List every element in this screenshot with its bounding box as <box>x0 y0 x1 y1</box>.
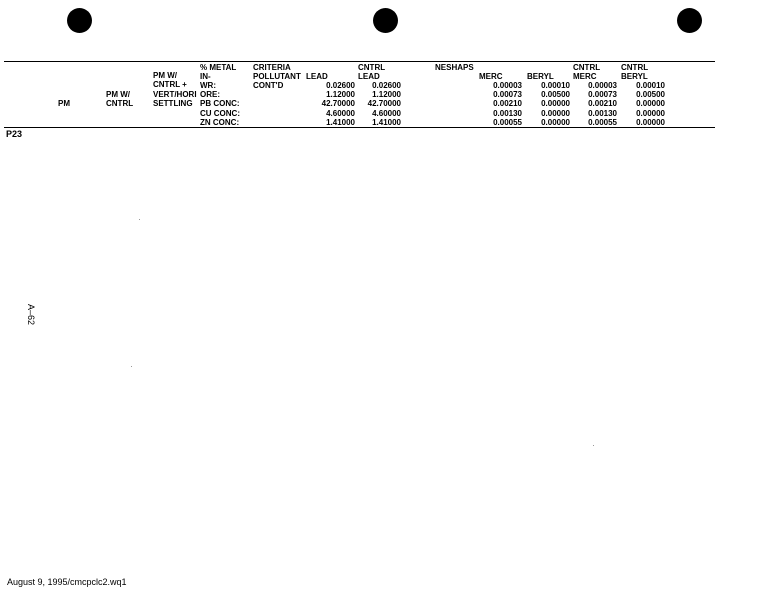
col-header-cntrl-merc-2: MERC <box>573 72 597 81</box>
cell-beryl: 0.00000 <box>541 99 570 108</box>
cell-cntrl-lead: 1.12000 <box>372 90 401 99</box>
label-cntrl-plus: CNTRL + <box>153 80 187 89</box>
col-header-merc: MERC <box>479 72 503 81</box>
scan-speck <box>131 366 132 367</box>
row-label-cu-conc: CU CONC: <box>200 109 240 118</box>
metal-header-2: IN- <box>200 72 211 81</box>
cell-cntrl-beryl: 0.00000 <box>636 109 665 118</box>
row-label-zn-conc: ZN CONC: <box>200 118 240 127</box>
col-header-cntrl-beryl-2: BERYL <box>621 72 648 81</box>
metal-header-3: WR: <box>200 81 216 90</box>
punch-hole-right <box>677 8 702 33</box>
cell-cntrl-merc: 0.00003 <box>588 81 617 90</box>
cell-beryl: 0.00500 <box>541 90 570 99</box>
cell-cntrl-lead: 0.02600 <box>372 81 401 90</box>
cell-beryl: 0.00000 <box>541 118 570 127</box>
cell-beryl: 0.00010 <box>541 81 570 90</box>
cell-cntrl-merc: 0.00073 <box>588 90 617 99</box>
cell-cntrl-lead: 4.60000 <box>372 109 401 118</box>
col-header-cntrl-lead-2: LEAD <box>358 72 380 81</box>
row-label-pb-conc: PB CONC: <box>200 99 240 108</box>
cell-lead: 42.70000 <box>321 99 355 108</box>
label-vert-hori: VERT/HORI <box>153 90 197 99</box>
col-header-lead: LEAD <box>306 72 328 81</box>
metal-header-1: % METAL <box>200 63 237 72</box>
cell-cntrl-beryl: 0.00500 <box>636 90 665 99</box>
label-cntrl: CNTRL <box>106 99 134 108</box>
cell-merc: 0.00130 <box>493 109 522 118</box>
label-pm: PM <box>58 99 70 108</box>
row-label-ore: ORE: <box>200 90 220 99</box>
cell-merc: 0.00210 <box>493 99 522 108</box>
cell-cntrl-merc: 0.00055 <box>588 118 617 127</box>
col-header-cntrl-beryl-1: CNTRL <box>621 63 649 72</box>
criteria-header-1: CRITERIA <box>253 63 291 72</box>
cell-cntrl-beryl: 0.00000 <box>636 118 665 127</box>
cell-lead: 4.60000 <box>326 109 355 118</box>
cell-lead: 1.41000 <box>326 118 355 127</box>
cell-cntrl-lead: 1.41000 <box>372 118 401 127</box>
col-header-cntrl-merc-1: CNTRL <box>573 63 601 72</box>
cell-beryl: 0.00000 <box>541 109 570 118</box>
table-bottom-rule <box>4 127 715 128</box>
col-header-cntrl-lead-1: CNTRL <box>358 63 386 72</box>
cell-cntrl-lead: 42.70000 <box>367 99 401 108</box>
scan-speck <box>139 219 140 220</box>
cell-cntrl-beryl: 0.00010 <box>636 81 665 90</box>
cell-merc: 0.00073 <box>493 90 522 99</box>
label-pm-w: PM W/ <box>106 90 130 99</box>
cell-cntrl-merc: 0.00210 <box>588 99 617 108</box>
col-header-beryl: BERYL <box>527 72 554 81</box>
cell-lead: 1.12000 <box>326 90 355 99</box>
page-code: P23 <box>6 129 23 139</box>
cell-merc: 0.00055 <box>493 118 522 127</box>
scan-speck <box>593 445 594 446</box>
cell-merc: 0.00003 <box>493 81 522 90</box>
label-settling: SETTLING <box>153 99 193 108</box>
footer-date-file: August 9, 1995/cmcpclc2.wq1 <box>7 577 127 587</box>
criteria-header-3: CONT'D <box>253 81 284 90</box>
side-page-number: A–62 <box>26 304 36 326</box>
cell-lead: 0.02600 <box>326 81 355 90</box>
col-header-neshaps: NESHAPS <box>435 63 474 72</box>
criteria-header-2: POLLUTANT <box>253 72 301 81</box>
punch-hole-center <box>373 8 398 33</box>
cell-cntrl-merc: 0.00130 <box>588 109 617 118</box>
table-top-rule <box>4 61 715 62</box>
cell-cntrl-beryl: 0.00000 <box>636 99 665 108</box>
punch-hole-left <box>67 8 92 33</box>
label-pm-w-2: PM W/ <box>153 71 177 80</box>
